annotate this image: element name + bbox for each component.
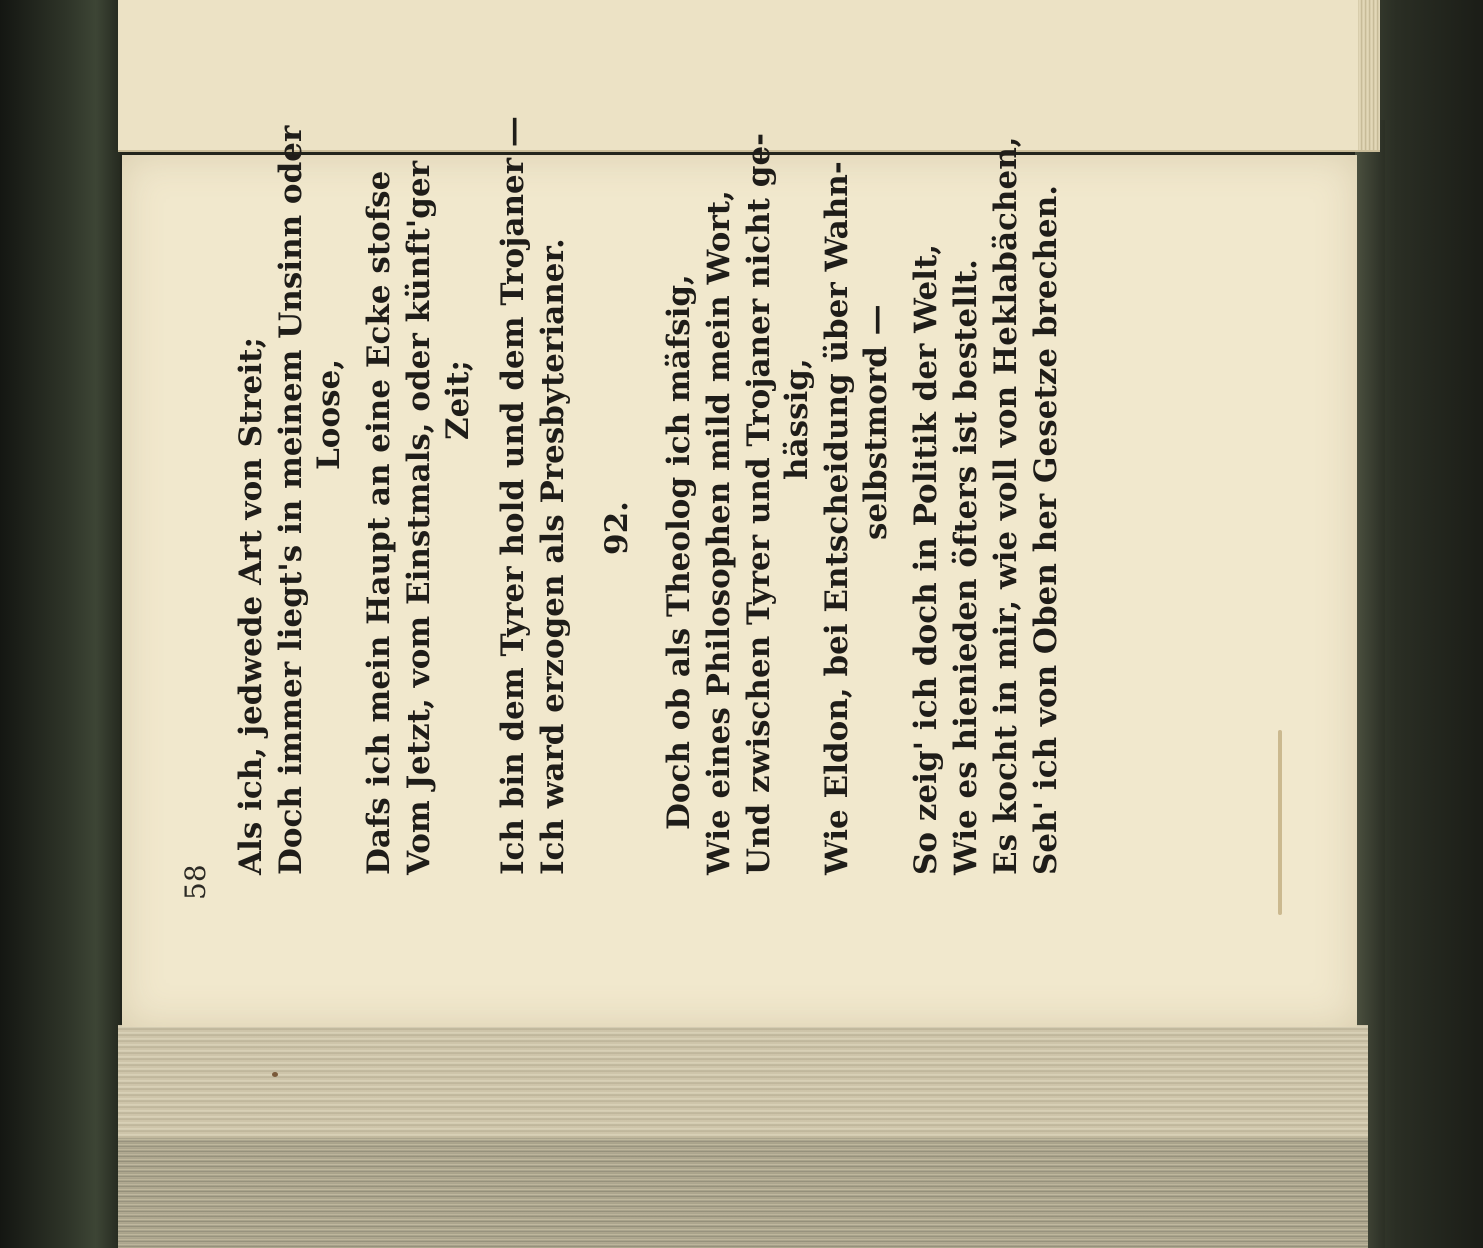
poem-line: Seh' ich von Oben her Gesetze brechen. [1028,184,1064,875]
book-cover-left [0,0,120,1248]
poem-line: Vom Jetzt, vom Einstmals, oder künft'ger [401,160,437,875]
poem-line: Zeit; [440,360,476,440]
poem-line: Ich ward erzogen als Presbyterianer. [535,238,571,875]
poem-line: Ich bin dem Tyrer hold und dem Trojaner — [495,116,531,875]
poem-line: Wie es hienieden öfters ist bestellt. [948,259,984,875]
previous-page-edge [1358,0,1380,150]
poem-line: selbstmord — [858,304,894,540]
poem-line: Als ich, jedwede Art von Streit; [233,337,269,875]
poem-line: hässig, [779,358,815,480]
pencil-mark [1278,730,1282,915]
poem-line: Doch ob als Theolog ich mäfsig, [661,274,697,830]
paper-speck [272,1072,278,1077]
section-number: 92. [599,501,635,555]
poem-line: Wie eines Philosophen mild mein Wort, [701,190,737,875]
poem-line: So zeig' ich doch in Politik der Welt, [908,243,944,875]
poem-line: Dafs ich mein Haupt an eine Ecke stofse [361,170,397,875]
poem-line: Und zwischen Tyrer und Trojaner nicht ge- [741,132,777,875]
poem-line: Doch immer liegt's in meinem Unsinn oder [273,125,309,875]
previous-page-text [295,5,1225,140]
poem-line: Loose, [311,358,347,470]
poem-line: Wie Eldon, bei Entscheidung über Wahn- [819,161,855,875]
page-edges [118,1025,1368,1248]
page-text [179,116,1245,900]
poem-line: Es kocht in mir, wie voll von Heklabächen, [988,136,1024,875]
page-number: 58 [179,864,212,900]
